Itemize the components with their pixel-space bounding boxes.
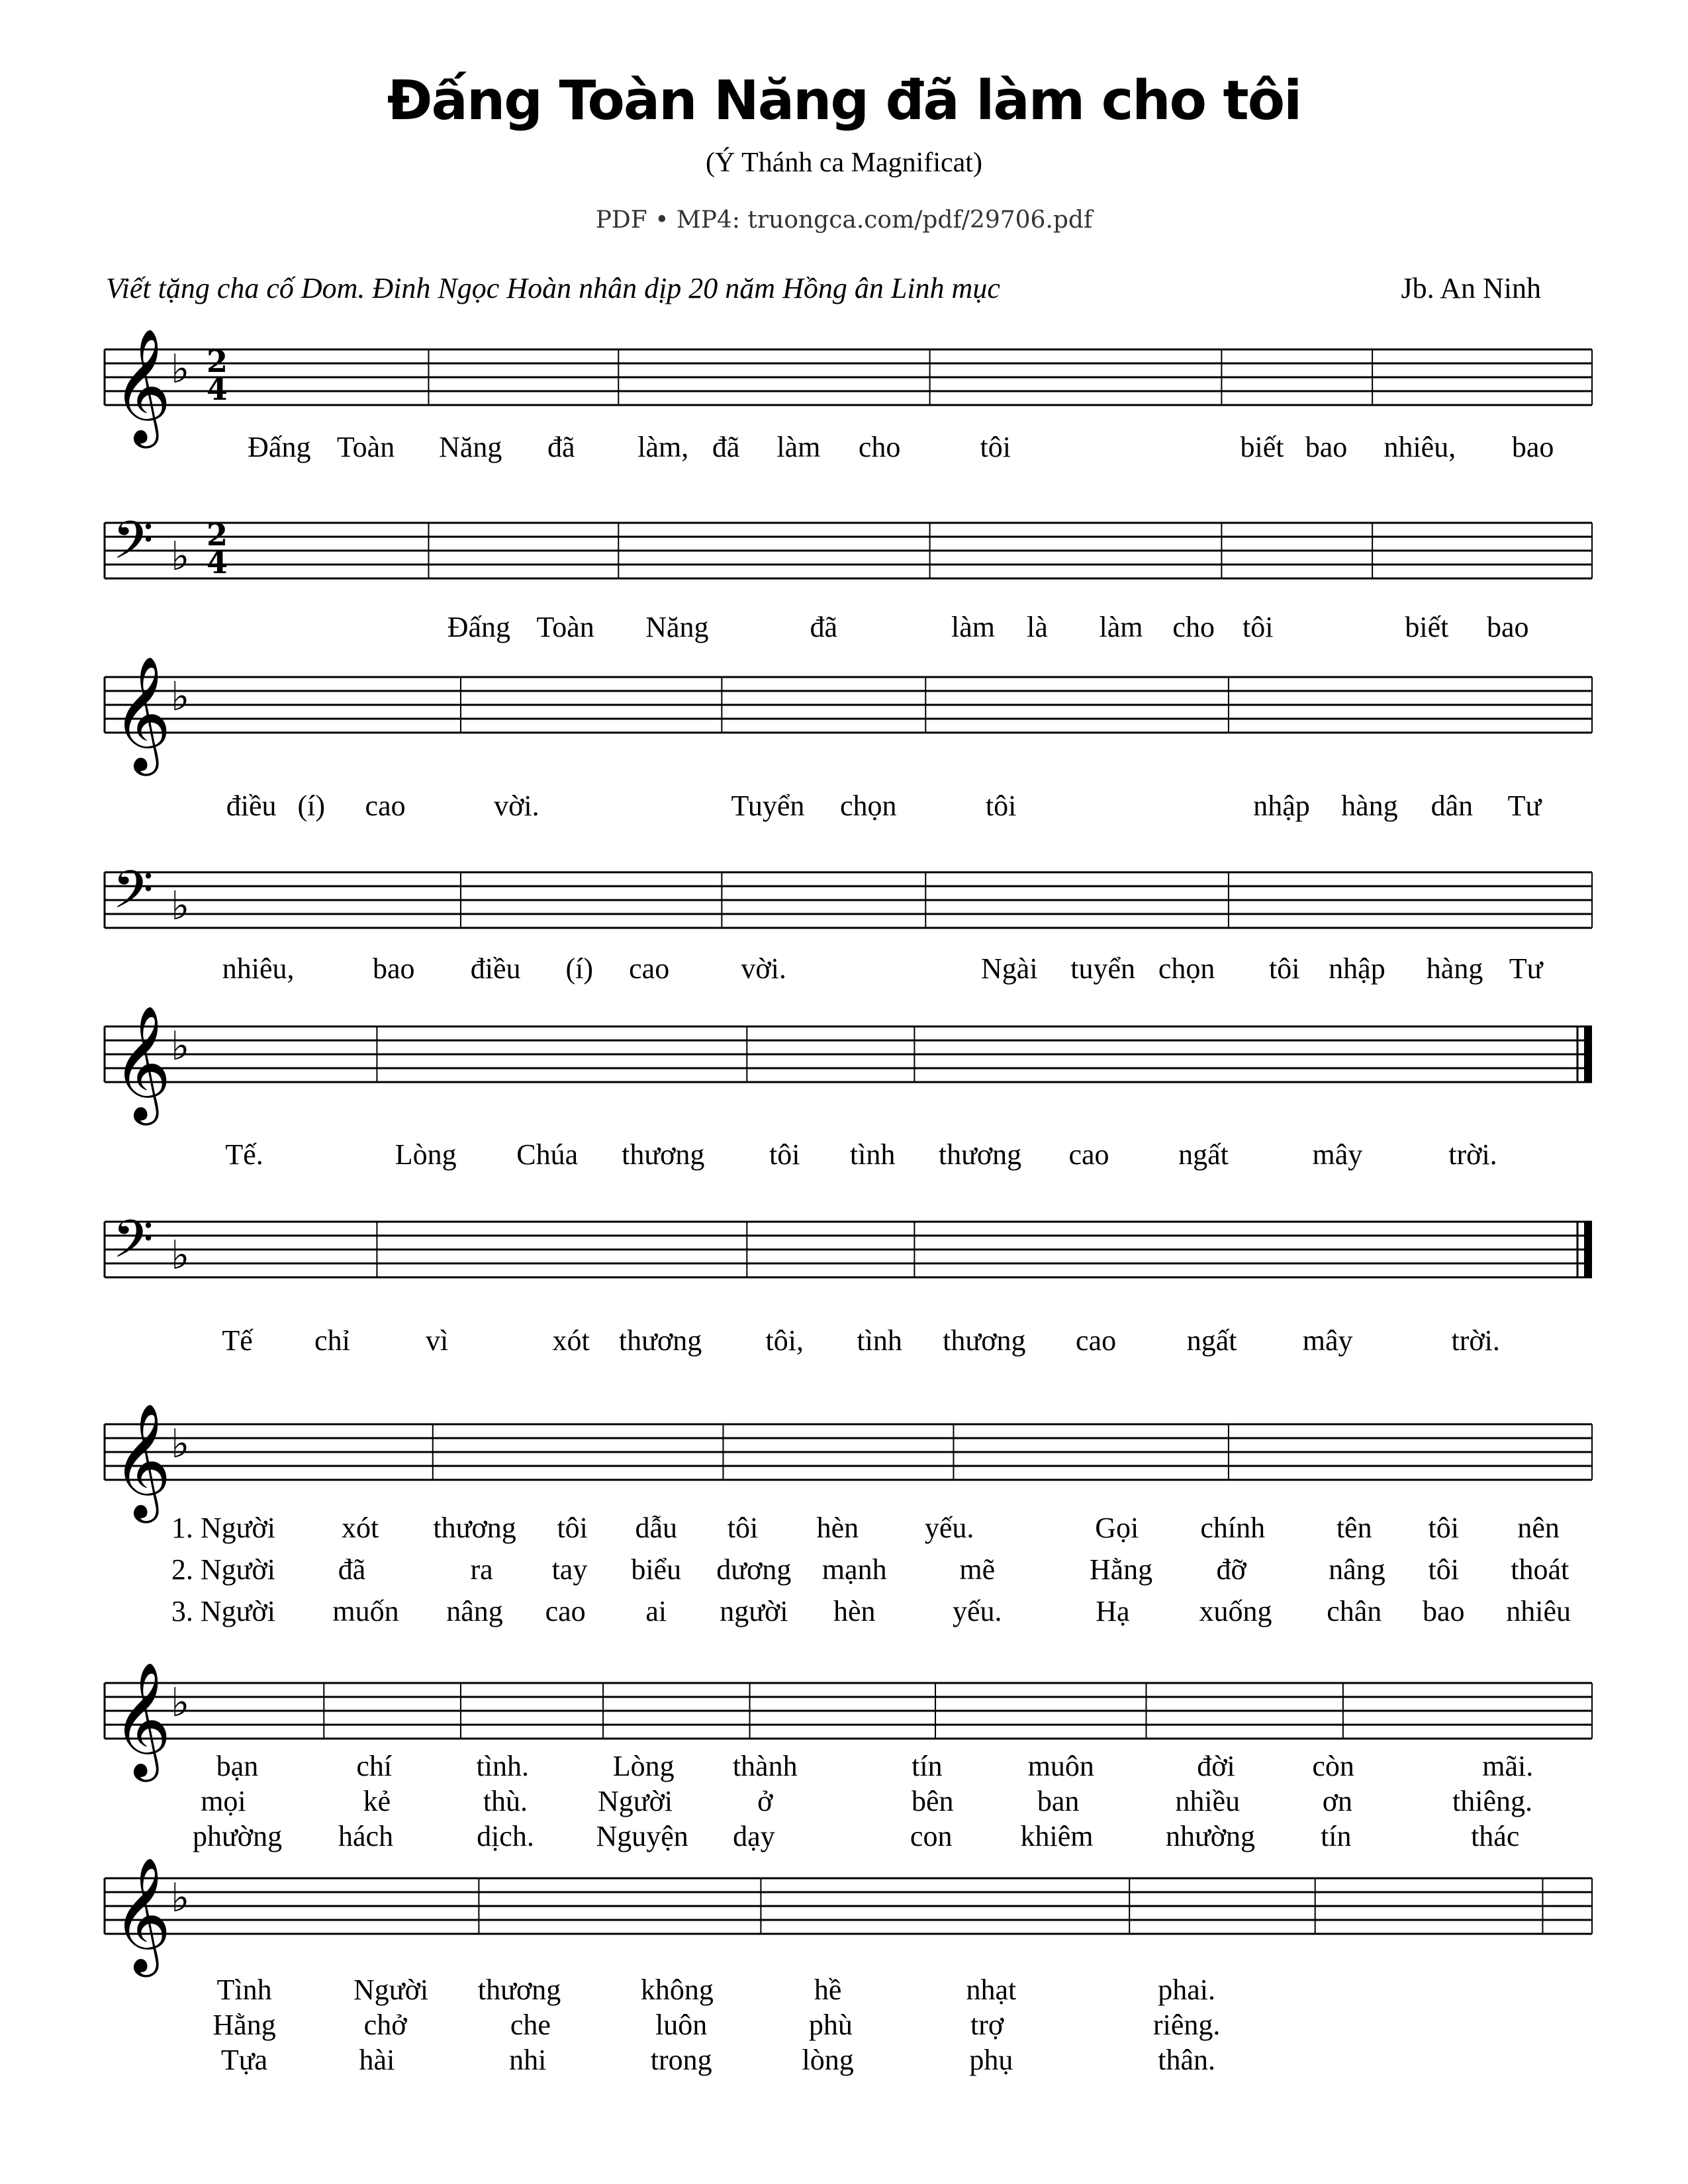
lyric-syllable: Toàn [536, 611, 594, 643]
flat-key-signature-icon: ♭ [171, 1023, 190, 1069]
lyric-syllable: vì [425, 1324, 449, 1357]
verse-2-syllable: đỡ [1216, 1553, 1246, 1586]
verse-3-syllable: dạy [733, 1820, 775, 1852]
treble-clef-icon: 𝄞 [113, 1005, 171, 1120]
lyric-syllable: tôi [1242, 611, 1274, 643]
verse-1-syllable: tôi [557, 1512, 588, 1544]
lyric-syllable: cao [1068, 1138, 1109, 1171]
lyric-syllable: cho [1172, 611, 1215, 643]
lyric-syllable: hàng [1426, 952, 1483, 985]
verse-2-syllable: nâng [1329, 1553, 1385, 1586]
verse-2-syllable: mẽ [959, 1553, 996, 1586]
lyric-syllable: bao [1511, 431, 1554, 463]
lyric-syllable: bao [1486, 611, 1529, 643]
lyric-syllable: thương [943, 1324, 1026, 1357]
lyric-syllable: vời. [494, 790, 539, 822]
verse-2-syllable: 2. Người [171, 1553, 275, 1586]
flat-key-signature-icon: ♭ [171, 674, 190, 720]
verse-1-syllable: 1. Người [171, 1512, 275, 1544]
lyric-syllable: đã [810, 611, 838, 643]
lyric-syllable: là [1027, 611, 1048, 643]
verse-2-syllable: thoát [1511, 1553, 1570, 1586]
verse-1-syllable: Lòng [612, 1750, 675, 1782]
verse-1-syllable: nhạt [966, 1974, 1017, 2006]
verse-2-syllable: thù. [483, 1785, 528, 1817]
verse-2-syllable: biểu [631, 1553, 682, 1586]
verse-1-syllable: xót [341, 1512, 379, 1544]
verse-3-syllable: cao [545, 1595, 586, 1627]
time-signature-bottom: 4 [206, 545, 228, 580]
lyric-syllable: cho [858, 431, 901, 463]
verse-2-syllable: mạnh [821, 1553, 887, 1586]
verse-3-syllable: Hạ [1096, 1595, 1130, 1627]
verse-2-syllable: bên [912, 1785, 954, 1817]
verse-2-syllable: ở [757, 1785, 773, 1817]
bass-clef-icon: 𝄢 [113, 859, 154, 933]
verse-3-syllable: Tựa [220, 2044, 268, 2076]
bass-clef-icon: 𝄢 [113, 510, 154, 584]
verse-2-syllable: luôn [655, 2009, 708, 2041]
verse-3-syllable: muốn [332, 1595, 399, 1627]
verse-3-syllable: nhiêu [1506, 1595, 1571, 1627]
time-signature-top: 2 [206, 343, 228, 379]
lyric-syllable: nhập [1329, 952, 1385, 985]
lyric-syllable: Tuyển [731, 790, 805, 822]
lyric-syllable: làm [1099, 611, 1143, 643]
lyric-syllable: ngất [1178, 1138, 1229, 1171]
verse-1-syllable: Người [353, 1974, 429, 2006]
verse-1-syllable: tín [912, 1750, 943, 1782]
lyric-syllable: trời. [1451, 1324, 1500, 1357]
lyric-syllable: cao [365, 790, 406, 822]
verse-2-syllable: tay [551, 1553, 588, 1586]
verse-1-syllable: tôi [727, 1512, 759, 1544]
lyric-syllable: tôi [769, 1138, 800, 1171]
lyric-syllable: tôi [1269, 952, 1300, 985]
verse-3-syllable: xuống [1199, 1595, 1272, 1627]
song-title: Đấng Toàn Năng đã làm cho tôi [387, 69, 1301, 132]
lyric-syllable: tình [857, 1324, 902, 1357]
lyric-syllable: chỉ [314, 1324, 350, 1357]
lyric-syllable: điều [470, 952, 521, 985]
lyric-syllable: cao [629, 952, 670, 985]
lyric-syllable: (í) [297, 790, 326, 822]
lyric-syllable: chọn [840, 790, 897, 822]
lyric-syllable: Đấng [447, 611, 511, 643]
verse-1-syllable: chí [356, 1750, 393, 1782]
flat-key-signature-icon: ♭ [171, 1421, 190, 1467]
composer: Jb. An Ninh [1401, 272, 1541, 304]
verse-1-syllable: mãi. [1482, 1750, 1534, 1782]
lyric-syllable: (í) [565, 952, 593, 985]
lyric-syllable: làm [951, 611, 995, 643]
treble-clef-icon: 𝄞 [113, 1857, 171, 1972]
verse-3-syllable: thân. [1158, 2044, 1216, 2076]
treble-clef-icon: 𝄞 [113, 1662, 171, 1777]
verse-1-syllable: nên [1517, 1512, 1560, 1544]
lyric-syllable: mây [1302, 1324, 1353, 1357]
verse-2-syllable: đã [338, 1553, 366, 1586]
lyric-syllable: thương [618, 1324, 702, 1357]
lyric-syllable: điều [226, 790, 277, 822]
verse-2-syllable: trợ [970, 2009, 1004, 2041]
verse-1-syllable: thương [433, 1512, 516, 1544]
lyric-syllable: đã [547, 431, 575, 463]
lyric-syllable: tuyển [1070, 952, 1135, 985]
lyric-syllable: biết [1240, 431, 1284, 463]
verse-2-syllable: riêng. [1152, 2009, 1221, 2041]
verse-3-syllable: bao [1422, 1595, 1465, 1627]
lyric-syllable: tình [849, 1138, 896, 1171]
lyric-syllable: Chúa [516, 1138, 579, 1171]
verse-3-syllable: nhi [509, 2044, 547, 2076]
time-signature-bottom: 4 [206, 371, 228, 407]
lyric-syllable: tôi [980, 431, 1011, 463]
verse-3-syllable: 3. Người [171, 1595, 275, 1627]
verse-2-syllable: che [510, 2009, 551, 2041]
lyric-syllable: nhiêu, [1383, 431, 1456, 463]
lyric-syllable: chọn [1158, 952, 1215, 985]
dedication: Viết tặng cha cố Dom. Đinh Ngọc Hoàn nhân dịp 20 năm Hồng ân Linh mục [106, 272, 1000, 304]
verse-2-syllable: ơn [1322, 1785, 1353, 1817]
lyric-syllable: Toàn [336, 431, 395, 463]
verse-3-syllable: dịch. [477, 1820, 534, 1852]
lyric-syllable: trời. [1448, 1138, 1497, 1171]
verse-1-syllable: đời [1197, 1750, 1235, 1782]
lyric-syllable: ngất [1186, 1324, 1237, 1357]
verse-1-syllable: yếu. [924, 1512, 974, 1544]
lyric-syllable: dân [1430, 790, 1474, 822]
treble-clef-icon: 𝄞 [113, 328, 171, 443]
verse-2-syllable: tôi [1428, 1553, 1459, 1586]
verse-2-syllable: thiêng. [1452, 1785, 1533, 1817]
lyric-syllable: thương [938, 1138, 1022, 1171]
lyric-syllable: nhập [1253, 790, 1310, 822]
verse-2-syllable: phù [808, 2009, 853, 2041]
verse-3-syllable: nhường [1165, 1820, 1256, 1852]
verse-1-syllable: thương [477, 1974, 561, 2006]
lyric-syllable: Ngài [981, 952, 1038, 985]
time-signature-top: 2 [206, 517, 228, 553]
lyric-syllable: tôi [985, 790, 1017, 822]
lyric-syllable: mây [1312, 1138, 1363, 1171]
bass-clef-icon: 𝄢 [113, 1208, 154, 1283]
verse-1-syllable: còn [1312, 1750, 1354, 1782]
verse-3-syllable: trong [650, 2044, 712, 2076]
lyric-syllable: Đấng [248, 431, 311, 463]
treble-clef-icon: 𝄞 [113, 1403, 171, 1518]
verse-3-syllable: phường [192, 1820, 283, 1852]
verse-2-syllable: dương [716, 1553, 792, 1586]
lyric-syllable: tôi, [765, 1324, 804, 1357]
verse-2-syllable: ban [1037, 1785, 1080, 1817]
lyric-syllable: Tư [1507, 790, 1542, 822]
verse-3-syllable: hách [338, 1820, 394, 1852]
lyric-syllable: vời. [741, 952, 786, 985]
verse-3-syllable: chân [1327, 1595, 1382, 1627]
verse-1-syllable: hèn [816, 1512, 859, 1544]
lyric-syllable: thương [622, 1138, 705, 1171]
lyric-syllable: Tế [222, 1324, 253, 1357]
lyric-syllable: làm, [637, 431, 689, 463]
verse-3-syllable: thác [1471, 1820, 1520, 1852]
lyric-syllable: Năng [645, 611, 709, 643]
verse-1-syllable: không [640, 1974, 714, 2006]
verse-2-syllable: ra [470, 1553, 493, 1586]
lyric-syllable: bao [372, 952, 415, 985]
verse-1-syllable: hề [814, 1974, 842, 2006]
flat-key-signature-icon: ♭ [171, 346, 190, 392]
verse-1-syllable: muôn [1027, 1750, 1094, 1782]
lyric-syllable: Tế. [225, 1138, 263, 1171]
lyric-syllable: Lòng [395, 1138, 457, 1171]
lyric-syllable: Năng [439, 431, 502, 463]
verse-2-syllable: mọi [201, 1785, 246, 1817]
flat-key-signature-icon: ♭ [171, 1680, 190, 1726]
song-subtitle: (Ý Thánh ca Magnificat) [706, 148, 982, 178]
flat-key-signature-icon: ♭ [171, 1232, 190, 1279]
verse-3-syllable: lòng [802, 2044, 854, 2076]
lyric-syllable: hàng [1341, 790, 1398, 822]
verse-3-syllable: tín [1321, 1820, 1352, 1852]
lyric-syllable: bao [1305, 431, 1348, 463]
flat-key-signature-icon: ♭ [171, 1875, 190, 1921]
lyric-syllable: xót [552, 1324, 590, 1357]
verse-3-syllable: yếu. [953, 1595, 1002, 1627]
verse-3-syllable: con [910, 1820, 953, 1852]
verse-2-syllable: Hằng [1089, 1553, 1153, 1586]
lyric-syllable: cao [1076, 1324, 1117, 1357]
treble-clef-icon: 𝄞 [113, 656, 171, 771]
verse-1-syllable: phai. [1158, 1974, 1216, 2006]
flat-key-signature-icon: ♭ [171, 533, 190, 580]
verse-3-syllable: hèn [833, 1595, 876, 1627]
verse-3-syllable: khiêm [1020, 1820, 1094, 1852]
verse-1-syllable: tình. [476, 1750, 529, 1782]
verse-2-syllable: chở [363, 2009, 407, 2041]
verse-2-syllable: Hằng [212, 2009, 276, 2041]
verse-1-syllable: tên [1336, 1512, 1372, 1544]
verse-3-syllable: nâng [446, 1595, 503, 1627]
verse-3-syllable: Nguyện [596, 1820, 688, 1852]
flat-key-signature-icon: ♭ [171, 883, 190, 929]
verse-2-syllable: Người [598, 1785, 673, 1817]
lyric-syllable: làm [776, 431, 821, 463]
verse-3-syllable: hài [359, 2044, 395, 2076]
verse-2-syllable: nhiều [1175, 1785, 1241, 1817]
lyric-syllable: nhiêu, [222, 952, 295, 985]
verse-1-syllable: Gọi [1095, 1512, 1139, 1544]
verse-3-syllable: ai [645, 1595, 667, 1627]
verse-1-syllable: thành [732, 1750, 798, 1782]
lyric-syllable: đã [712, 431, 740, 463]
verse-1-syllable: chính [1200, 1512, 1266, 1544]
verse-1-syllable: tôi [1428, 1512, 1459, 1544]
verse-1-syllable: bạn [216, 1750, 259, 1782]
lyric-syllable: biết [1405, 611, 1449, 643]
verse-3-syllable: phụ [969, 2044, 1013, 2076]
source-link[interactable]: PDF • MP4: truongca.com/pdf/29706.pdf [595, 206, 1093, 234]
verse-3-syllable: người [720, 1595, 788, 1627]
verse-1-syllable: Tình [216, 1974, 272, 2006]
lyric-syllable: Tư [1509, 952, 1543, 985]
verse-2-syllable: kẻ [363, 1785, 391, 1817]
verse-1-syllable: dẫu [635, 1512, 677, 1544]
